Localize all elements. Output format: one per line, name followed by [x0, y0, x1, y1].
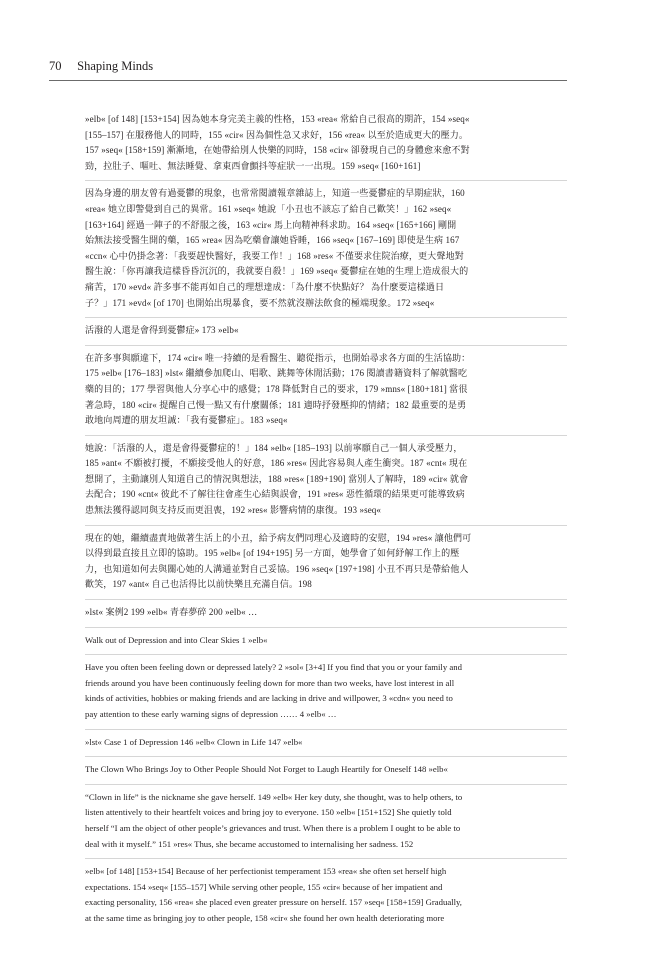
paragraph: »lst« 案例2 199 »elb« 青春夢碎 200 »elb« … — [85, 599, 567, 621]
paragraph: 她說：「活潑的人，還是會得憂鬱症的！」184 »elb« [185–193] 以前寧願自己一個人承受壓力， 185 »ant« 不願被打擾，不願接受他人的好意，186 »res« 因此容易與人產生衝突。187 «cnt« 現在 想開了，主動讓別人知道自己的情況與想法，188 »res« [189+190] 當別人了解時，189 «cir« 就會 去配合；190 «cnt« 彼此不了解往往會產生心結與誤會，191 »res« 惡性循環的結果更可能導致病 患無法獲得認同與支持反而更沮喪，192 »res« 影響病情的康復。193 »seq« — [85, 435, 567, 519]
paragraph: Have you often been feeling down or depressed lately? 2 »sol« [3+4] If you find that you or your family and friends around you have been continuously feeling down for more than two weeks, have lost interest in all kinds of activities, hobbies or making friends and are lacking in drive and willpower, 3 «cdn« you need to pay attention to these early warning signs of depression …… 4 »elb« … — [85, 654, 567, 722]
running-title: Shaping Minds — [77, 59, 154, 73]
running-header — [49, 56, 567, 81]
page-number: 70 — [49, 59, 62, 73]
paragraph: The Clown Who Brings Joy to Other People Should Not Forget to Laugh Heartily for Oneself 148 »elb« — [85, 756, 567, 778]
paragraph: 現在的她，繼續盡責地做著生活上的小丑，給予病友們同理心及適時的安慰，194 »res« 讓他們可 以得到最直接且立即的協助。195 »elb« [of 194+195] 另一方面，她學會了如何紓解工作上的壓 力，也知道如何去與關心她的人溝通並對自己妥協。196 »seq« [197+198] 小丑不再只是帶給他人 歡笑，197 «ant« 自己也活得比以前快樂且充滿自信。198 — [85, 525, 567, 593]
paragraph: “Clown in life” is the nickname she gave herself. 149 »elb« Her key duty, she thought, was to help others, to listen attentively to their heartfelt voices and bring joy to everyone. 150 »elb« [151+152] She quietly told herself “I am the object of other people’s grievances and trust. When there is a problem I ought to be able to deal with it myself.” 151 »res« Thus, she became accustomed to internalising her sadness. 152 — [85, 784, 567, 852]
paragraph: 在許多事與願違下，174 «cir« 唯一持續的是看醫生、聽從指示，也開始尋求各方面的生活協助： 175 »elb« [176–183] »lst« 繼續參加爬山、唱歌、跳舞等休閒活動；176 閱讀書籍資料了解就醫吃 藥的目的；177 學習與他人分享心中的感覺；178 降低對自己的要求，179 »mns« [180+181] 當很 著急時，180 «cir« 提醒自己慢一點又有什麼關係；181 適時抒發壓抑的情緒；182 最重要的是勇 敢地向周遭的朋友坦誠：「我有憂鬱症」。183 »seq« — [85, 345, 567, 429]
paragraph: 因為身邊的朋友曾有過憂鬱的現象，也常常閱讀報章雜誌上，知道一些憂鬱症的早期症狀，160 «rea« 她立即警覺到自己的異常。161 »seq« 她說「小丑也不該忘了給自己歡笑！」162 »seq« [163+164] 經過一陣子的不舒服之後，163 «cir« 馬上向精神科求助。164 »seq« [165+166] 剛開 始無法接受醫生開的藥，165 »rea« 因為吃藥會讓她昏睡，166 »seq« [167–169] 即使是生病 167 «ccn« 心中仍掛念著：「我要趕快醫好，我要工作！」168 »res« 不僅要求住院治療，更大聲地對 醫生說：「你再讓我這樣昏昏沉沉的，我就要自殺！」169 »seq« 憂鬱症在她的生理上造成很大的 痛苦，170 »evd« 許多事不能再如自己的理想達成：「為什麼不快點好？ 為什麼要這樣過日 子？」171 »evd« [of 170] 也開始出現暴食，要不然就沒辦法飲食的極端現象。172 »seq« — [85, 180, 567, 311]
paragraph: 活潑的人還是會得到憂鬱症» 173 »elb« — [85, 317, 567, 339]
paragraph: »lst« Case 1 of Depression 146 »elb« Clown in Life 147 »elb« — [85, 729, 567, 751]
paragraph: Walk out of Depression and into Clear Skies 1 »elb« — [85, 627, 567, 649]
paragraph: »elb« [of 148] [153+154] Because of her perfectionist temperament 153 «rea« she often set herself high expectations. 154 »seq« [155–157] While serving other people, 155 «cir« because of her impatient and exacting personality, 156 «rea« she placed even greater pressure on herself. 157 »seq« [158+159] Gradually, at the same time as bringing joy to other people, 158 «cir« she found her own health deteriorating more — [85, 858, 567, 926]
page-body — [85, 112, 567, 927]
paragraph: »elb« [of 148] [153+154] 因為她本身完美主義的性格，153 «rea« 常給自己很高的期許，154 »seq« [155–157] 在服務他人的同時，155 «cir« 因為個性急又求好，156 «rea« 以至於造成更大的壓力。 157 »seq« [158+159] 漸漸地，在她帶給別人快樂的同時，158 «cir« 卻發現自己的身體愈來愈不對 勁，拉肚子、嘔吐、無法睡覺、拿東西會顫抖等症狀一一出現。159 »seq« [160+161] — [85, 114, 470, 171]
